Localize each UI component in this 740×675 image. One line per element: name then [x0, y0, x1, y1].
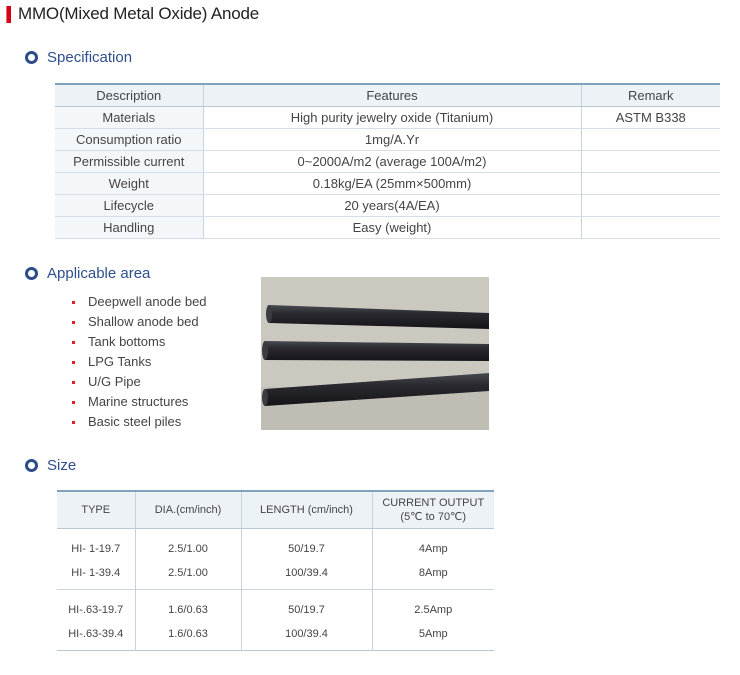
applicable-area-heading	[25, 265, 150, 282]
specification-heading	[25, 49, 132, 66]
cell-output: 2.5Amp	[414, 604, 453, 616]
cell-feature: 0~2000A/m2 (average 100A/m2)	[203, 151, 581, 173]
list-item	[72, 372, 207, 392]
cell-dia: 1.6/0.63	[135, 590, 241, 623]
current-output-range: (5℃ to 70℃)	[400, 511, 467, 523]
circle-bullet-icon	[25, 267, 38, 280]
table-header-row	[57, 491, 494, 529]
col-current-output	[372, 491, 494, 529]
cell-feature: High purity jewelry oxide (Titanium)	[203, 107, 581, 129]
cell-feature: 1mg/A.Yr	[203, 129, 581, 151]
cell-description: Consumption ratio	[55, 129, 203, 151]
list-item	[72, 292, 207, 312]
cell-feature: Easy (weight)	[203, 217, 581, 239]
circle-bullet-icon	[25, 459, 38, 472]
cell-output: 5Amp	[418, 628, 448, 640]
applicable-area-list	[72, 292, 207, 432]
cell-length: 100/39.4	[241, 561, 372, 590]
list-item-label: U/G Pipe	[88, 374, 141, 389]
list-item	[72, 332, 207, 352]
square-bullet-icon	[72, 321, 75, 324]
applicable-area-label: Applicable area	[47, 265, 151, 282]
size-label: Size	[47, 457, 77, 474]
list-item-label: LPG Tanks	[88, 354, 152, 369]
cell-dia: 2.5/1.00	[135, 529, 241, 562]
square-bullet-icon	[72, 421, 75, 424]
current-output-label: CURRENT OUTPUT	[382, 497, 485, 509]
col-length: LENGTH (cm/inch)	[241, 491, 372, 529]
cell-remark	[581, 217, 720, 239]
cell-remark: ASTM B338	[581, 107, 720, 129]
list-item	[72, 412, 207, 432]
list-item-label: Marine structures	[88, 394, 189, 409]
cell-dia: 2.5/1.00	[135, 561, 241, 590]
table-row	[55, 217, 720, 239]
cell-description: Weight	[55, 173, 203, 195]
cell-description: Permissible current	[55, 151, 203, 173]
list-item	[72, 312, 207, 332]
cell-feature: 0.18kg/EA (25mm×500mm)	[203, 173, 581, 195]
cell-remark	[581, 129, 720, 151]
square-bullet-icon	[72, 341, 75, 344]
cell-description: Lifecycle	[55, 195, 203, 217]
cell-output: 8Amp	[372, 561, 494, 590]
table-row	[55, 195, 720, 217]
size-table	[57, 490, 494, 651]
cell-length: 100/39.4	[241, 622, 372, 651]
specification-label: Specification	[47, 49, 133, 66]
list-item-label: Tank bottoms	[88, 334, 166, 349]
list-item-label: Deepwell anode bed	[88, 294, 207, 309]
cell-description: Handling	[55, 217, 203, 239]
size-heading	[25, 457, 76, 474]
table-row	[57, 529, 494, 562]
table-row	[55, 151, 720, 173]
anode-rods-illustration	[261, 277, 489, 430]
square-bullet-icon	[72, 401, 75, 404]
cell-remark	[581, 151, 720, 173]
cell-type: HI- 1-39.4	[57, 561, 135, 590]
col-type: TYPE	[57, 491, 135, 529]
title-text: MMO(Mixed Metal Oxide) Anode	[18, 4, 259, 23]
cell-length: 50/19.7	[241, 590, 372, 623]
col-features: Features	[203, 84, 581, 107]
list-item-label: Basic steel piles	[88, 414, 182, 429]
cell-feature: 20 years(4A/EA)	[203, 195, 581, 217]
cell-remark	[581, 195, 720, 217]
square-bullet-icon	[72, 361, 75, 364]
page-title	[6, 2, 259, 26]
circle-bullet-icon	[25, 51, 38, 64]
cell-length: 50/19.7	[241, 529, 372, 562]
cell-output: 4Amp	[418, 543, 448, 555]
list-item	[72, 392, 207, 412]
table-row	[55, 129, 720, 151]
list-item-label: Shallow anode bed	[88, 314, 199, 329]
col-remark: Remark	[581, 84, 720, 107]
table-header-row	[55, 84, 720, 107]
table-row	[57, 622, 494, 651]
cell-type: HI-.63-39.4	[57, 622, 135, 651]
list-item	[72, 352, 207, 372]
specification-table	[55, 83, 720, 239]
table-row	[57, 561, 494, 590]
cell-type: HI- 1-19.7	[57, 529, 135, 562]
title-marker	[6, 6, 11, 23]
cell-type: HI-.63-19.7	[57, 590, 135, 623]
cell-remark	[581, 173, 720, 195]
rod-shape	[265, 341, 489, 361]
table-row	[55, 173, 720, 195]
table-row	[57, 590, 494, 623]
col-description: Description	[55, 84, 203, 107]
square-bullet-icon	[72, 301, 75, 304]
cell-description: Materials	[55, 107, 203, 129]
col-dia: DIA.(cm/inch)	[135, 491, 241, 529]
anode-rods-photo	[261, 277, 489, 430]
square-bullet-icon	[72, 381, 75, 384]
table-row	[55, 107, 720, 129]
cell-dia: 1.6/0.63	[135, 622, 241, 651]
